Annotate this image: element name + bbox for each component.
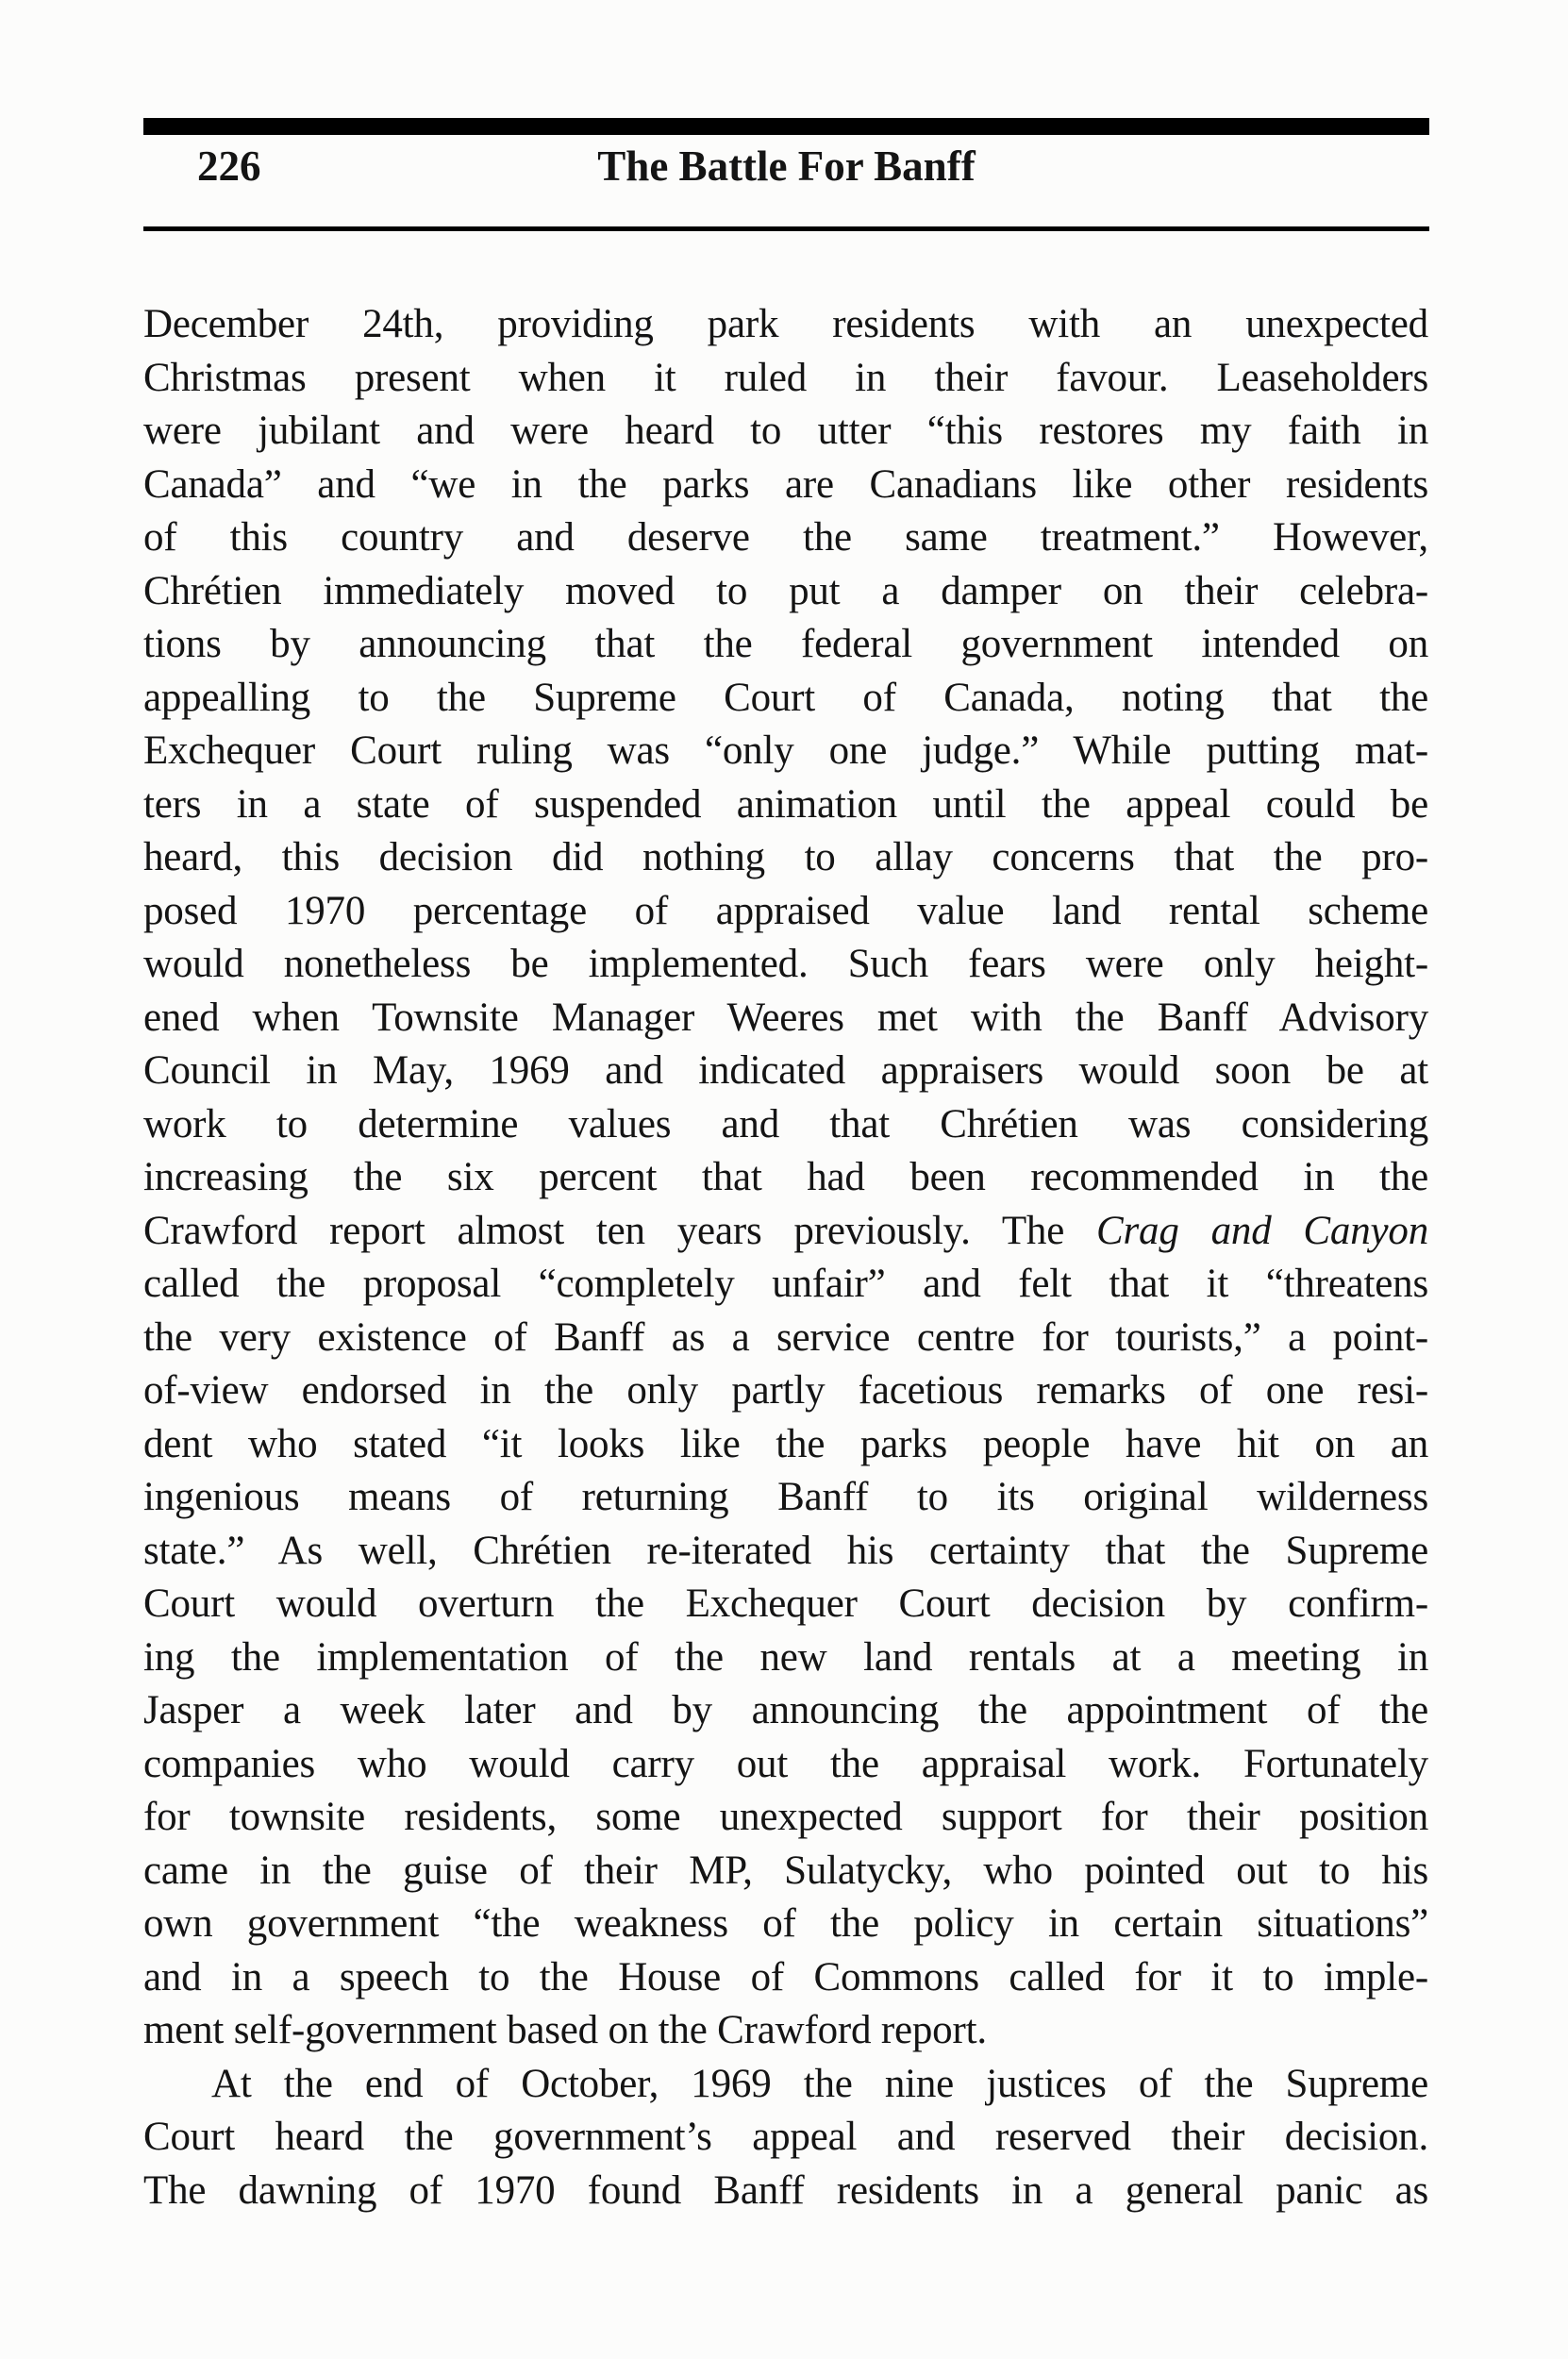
text-line: the very existence of Banff as a service centre for tourists,” a point- [143, 1314, 1428, 1360]
text-line: ingenious means of returning Banff to its original wilderness [143, 1475, 1428, 1519]
text-line: called the proposal “completely unfair” and felt that it “threatens [143, 1262, 1428, 1306]
body-text [143, 298, 1428, 2217]
text-line: dent who stated “it looks like the parks people have hit on an [143, 1421, 1428, 1466]
text-line: and in a speech to the House of Commons called for it to imple- [143, 1954, 1428, 1999]
page-number: 226 [197, 142, 261, 190]
text-line: for townsite residents, some unexpected support for their position [143, 1795, 1428, 1839]
text-line: appealling to the Supreme Court of Canada, noting that the [143, 675, 1428, 720]
text-line: increasing the six percent that had been recommended in the [143, 1155, 1428, 1199]
text-line: ened when Townsite Manager Weeres met with the Banff Advisory [143, 995, 1428, 1040]
text-line: heard, this decision did nothing to allay concerns that the pro- [143, 835, 1428, 879]
text-line: Council in May, 1969 and indicated appraisers would soon be at [143, 1048, 1428, 1093]
text-line: own government “the weakness of the policy in certain situations” [143, 1901, 1428, 1946]
text-line: ment self-government based on the Crawford report. [143, 2008, 987, 2052]
text-line: Exchequer Court ruling was “only one judge.” While putting mat- [143, 728, 1428, 773]
text-line: were jubilant and were heard to utter “this restores my faith in [143, 409, 1428, 453]
text-line: The dawning of 1970 found Banff residents in a general panic as [143, 2167, 1428, 2213]
text-line: companies who would carry out the appraisal work. Fortunately [143, 1741, 1428, 1786]
italic-text: Crag and Canyon [1096, 1208, 1428, 1253]
text-line: Court heard the government’s appeal and reserved their decision. [143, 2115, 1428, 2159]
text-line [143, 1205, 1428, 1259]
text-line: came in the guise of their MP, Sulatycky, who pointed out to his [143, 1848, 1428, 1893]
text-line: ters in a state of suspended animation until the appeal could be [143, 781, 1428, 827]
text-line: posed 1970 percentage of appraised value land rental scheme [143, 888, 1428, 933]
text-line: would nonetheless be implemented. Such fears were only height- [143, 942, 1428, 986]
text-line: state.” As well, Chrétien re-iterated his certainty that the Supreme [143, 1528, 1428, 1573]
text-line: of this country and deserve the same treatment.” However, [143, 515, 1428, 560]
text-line: Jasper a week later and by announcing the appointment of the [143, 1688, 1428, 1732]
text-line: At the end of October, 1969 the nine justices of the Supreme [211, 2061, 1428, 2106]
text-line: Chrétien immediately moved to put a damper on their celebra- [143, 568, 1428, 613]
header-top-rule [143, 118, 1429, 135]
text-line: Court would overturn the Exchequer Court decision by confirm- [143, 1581, 1428, 1626]
book-title: The Battle For Banff [597, 142, 976, 190]
text-line: of-view endorsed in the only partly facetious remarks of one resi- [143, 1368, 1428, 1413]
text-line: December 24th, providing park residents with an unexpected [143, 302, 1428, 346]
text-line: tions by announcing that the federal government intended on [143, 622, 1428, 666]
header-bottom-rule [143, 226, 1429, 231]
text-line: Christmas present when it ruled in their favour. Leaseholders [143, 355, 1428, 400]
text-line: work to determine values and that Chrétien was considering [143, 1101, 1428, 1146]
text-line: Canada” and “we in the parks are Canadians like other residents [143, 461, 1428, 507]
text-segment: Crawford report almost ten years previously. The [143, 1208, 1097, 1253]
text-line: ing the implementation of the new land rentals at a meeting in [143, 1634, 1428, 1680]
page-header [143, 142, 1429, 198]
